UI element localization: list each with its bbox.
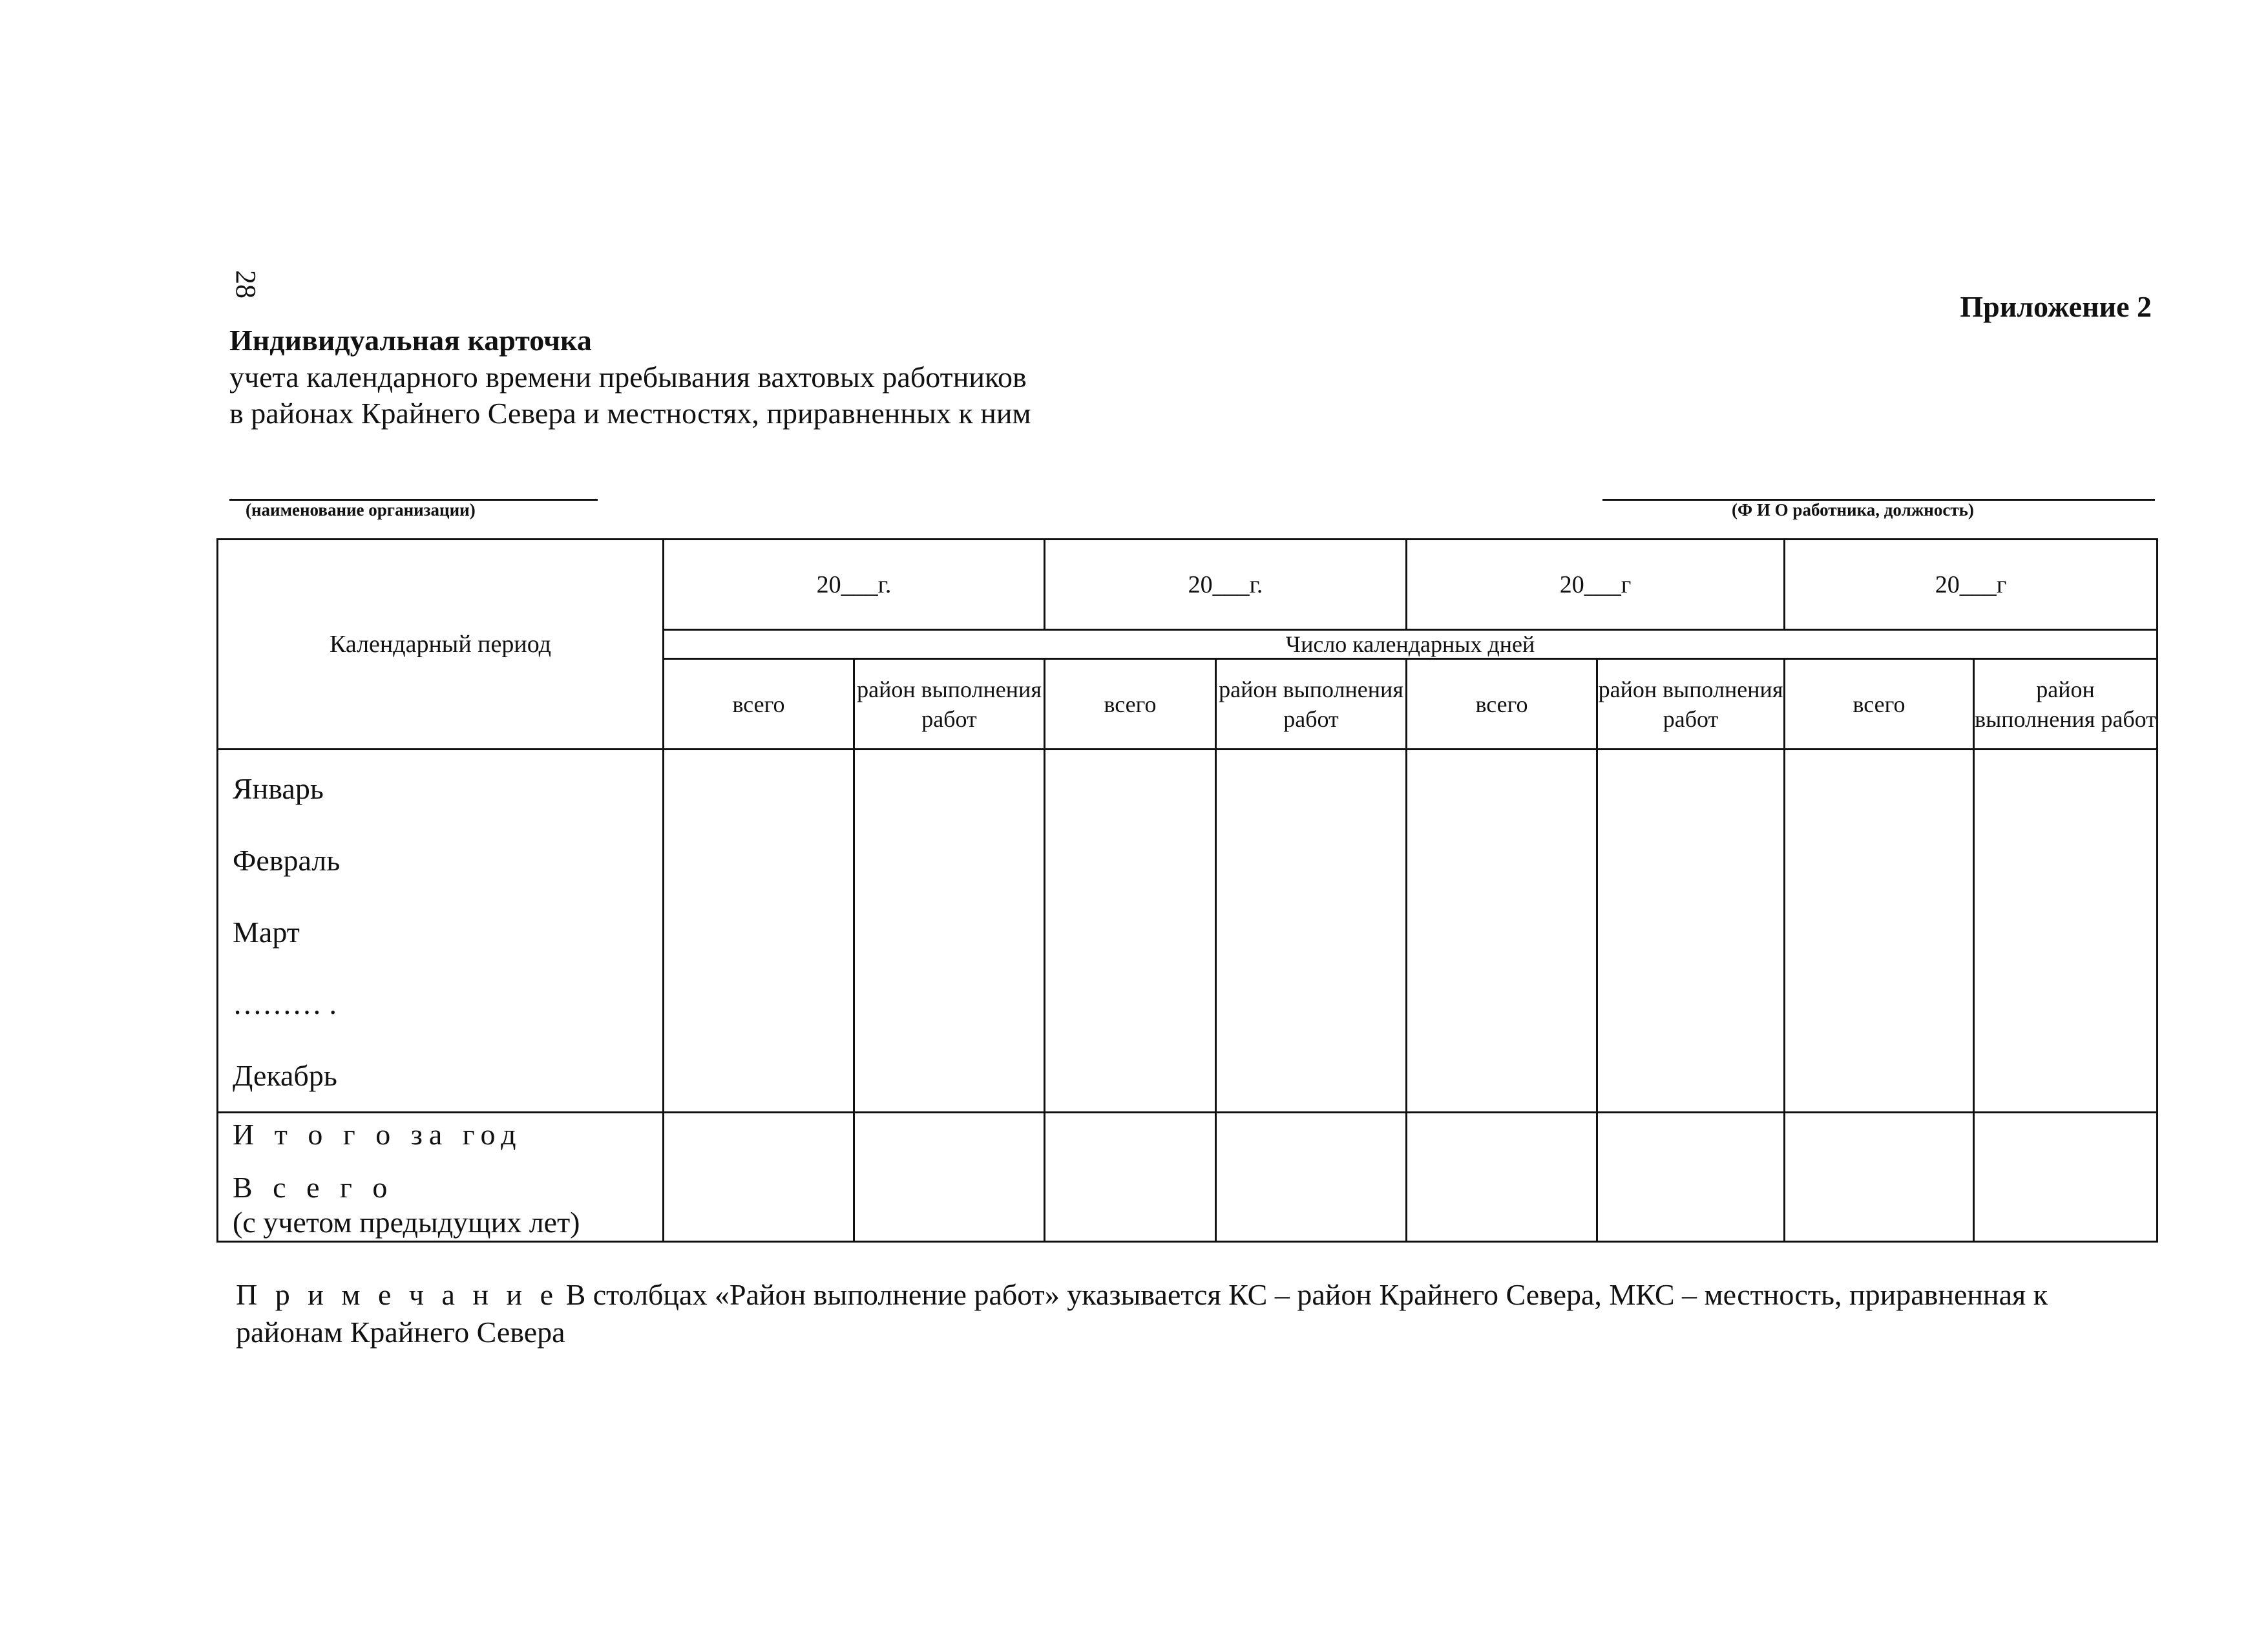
data-cell[interactable] bbox=[1216, 1113, 1407, 1242]
month-label: ……… . bbox=[233, 987, 337, 1020]
total-all-label: В с е г о bbox=[233, 1171, 394, 1204]
data-cell[interactable] bbox=[1597, 1113, 1785, 1242]
col-total-header: всего bbox=[1407, 659, 1597, 750]
total-year-label: И т о г о за год bbox=[233, 1118, 523, 1151]
month-label: Февраль bbox=[233, 844, 341, 877]
document-subtitle bbox=[229, 359, 1031, 432]
data-cell[interactable] bbox=[664, 750, 854, 1113]
period-header: Календарный период bbox=[330, 631, 551, 658]
month-label: Январь bbox=[233, 772, 324, 805]
data-cell[interactable] bbox=[1974, 750, 2158, 1113]
subtitle-line-1: учета календарного времени пребывания вахтовых работников bbox=[229, 361, 1027, 394]
data-cell[interactable] bbox=[1785, 1113, 1974, 1242]
col-region-header: район выполнения работ bbox=[1974, 659, 2158, 750]
col-total-header: всего bbox=[664, 659, 854, 750]
month-label: Декабрь bbox=[233, 1059, 337, 1092]
totals-cell bbox=[218, 1113, 664, 1242]
data-cell[interactable] bbox=[854, 1113, 1045, 1242]
year-header: 20___г bbox=[1785, 540, 2158, 630]
footnote bbox=[236, 1276, 2148, 1351]
document-title: Индивидуальная карточка bbox=[229, 324, 592, 357]
data-cell[interactable] bbox=[1407, 750, 1597, 1113]
worker-caption: (Ф И О работника, должность) bbox=[1732, 500, 1974, 520]
data-cell[interactable] bbox=[1045, 750, 1216, 1113]
col-region-header: район выполнения работ bbox=[1216, 659, 1407, 750]
data-cell[interactable] bbox=[1785, 750, 1974, 1113]
total-all-note: (с учетом предыдущих лет) bbox=[233, 1206, 580, 1239]
data-cell[interactable] bbox=[854, 750, 1045, 1113]
col-region-header: район выполнения работ bbox=[1597, 659, 1785, 750]
time-card-table bbox=[216, 538, 2158, 1243]
months-cell bbox=[218, 750, 664, 1113]
year-header: 20___г bbox=[1407, 540, 1785, 630]
data-cell[interactable] bbox=[664, 1113, 854, 1242]
data-cell[interactable] bbox=[1407, 1113, 1597, 1242]
data-cell[interactable] bbox=[1045, 1113, 1216, 1242]
month-label: Март bbox=[233, 916, 300, 949]
year-header: 20___г. bbox=[1045, 540, 1407, 630]
period-header-cell bbox=[218, 540, 664, 750]
data-cell[interactable] bbox=[1974, 1113, 2158, 1242]
appendix-label: Приложение 2 bbox=[1960, 290, 2152, 323]
days-header: Число календарных дней bbox=[664, 630, 2158, 659]
col-total-header: всего bbox=[1045, 659, 1216, 750]
data-cell[interactable] bbox=[1216, 750, 1407, 1113]
col-region-header: район выполнения работ bbox=[854, 659, 1045, 750]
note-label: П р и м е ч а н и е bbox=[236, 1278, 559, 1311]
note-text: В столбцах «Район выполнение работ» указывается КС – район Крайнего Севера, МКС – местность, приравненная к районам Крайнего Севера bbox=[236, 1278, 2048, 1349]
org-caption: (наименование организации) bbox=[246, 500, 476, 520]
subtitle-line-2: в районах Крайнего Севера и местностях, приравненных к ним bbox=[229, 397, 1031, 430]
col-total-header: всего bbox=[1785, 659, 1974, 750]
year-header: 20___г. bbox=[664, 540, 1045, 630]
page-number: 28 bbox=[230, 270, 262, 299]
data-cell[interactable] bbox=[1597, 750, 1785, 1113]
